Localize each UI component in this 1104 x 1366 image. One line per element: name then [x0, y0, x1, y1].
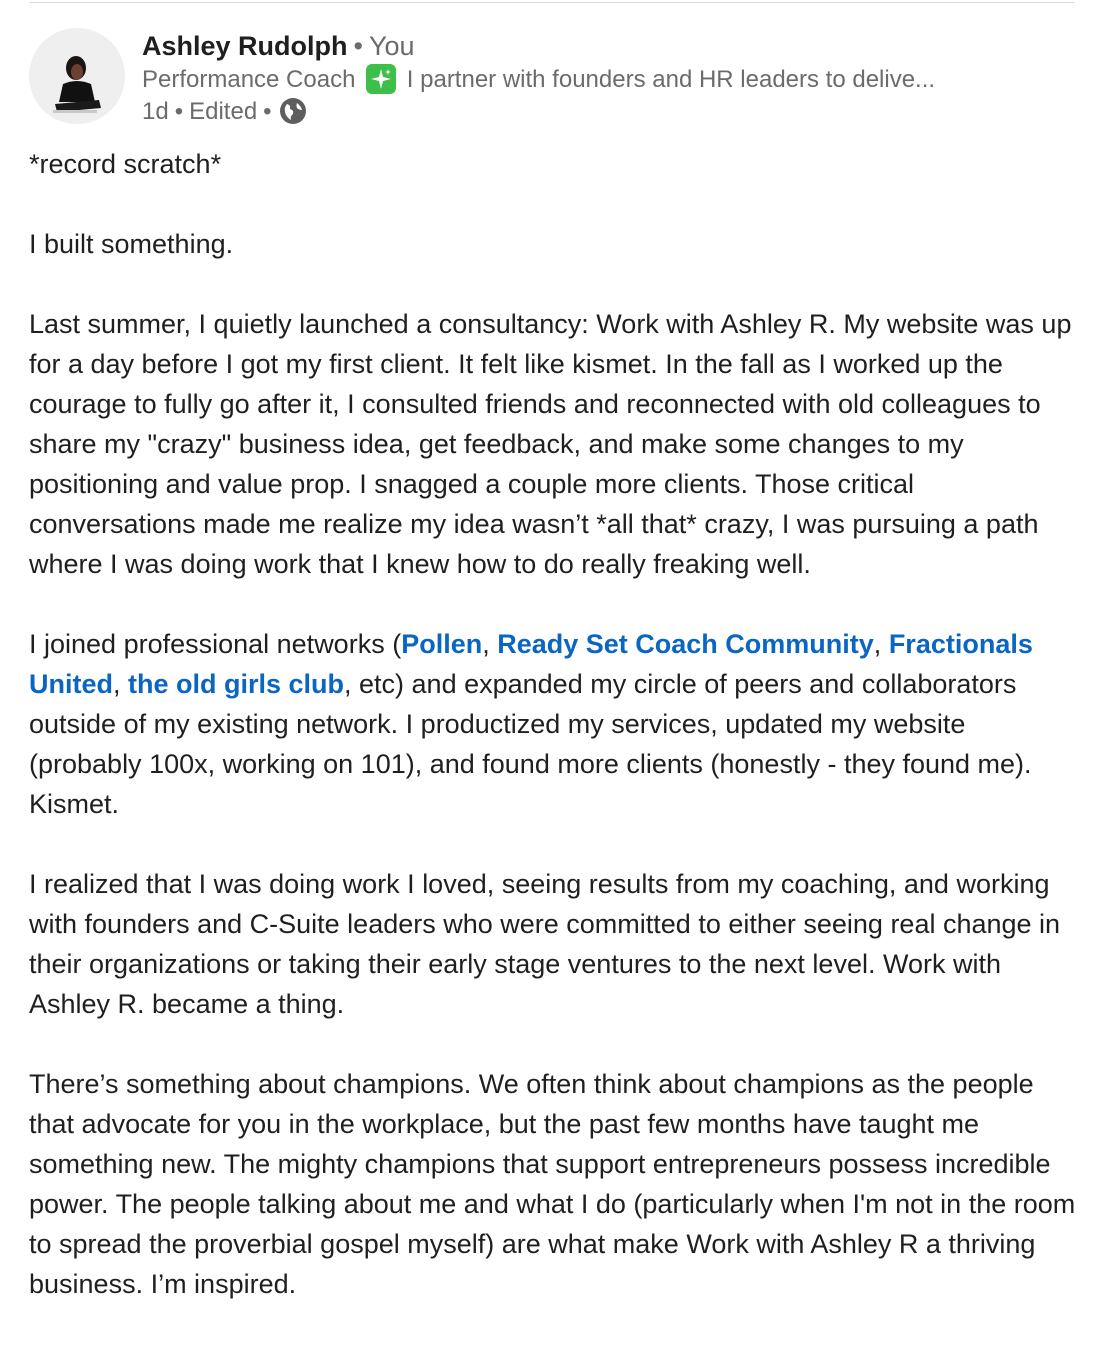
post-paragraph: Last summer, I quietly launched a consultancy: Work with Ashley R. My website was up for a day before I got my first client. It felt like kismet. In the fall as I worked up the courage to fully go after it, I consulted friends and reconnected with old colleagues to share my "crazy" business idea, get feedback, and make some changes to my positioning and value prop. I snagged a couple more clients. Those critical conversations made me realize my idea wasn’t *all that* crazy, I was pursuing a path where I was doing work that I knew how to do really freaking well.	[29, 309, 1072, 579]
mention-link-ready-set-coach[interactable]: Ready Set Coach Community	[497, 629, 874, 659]
headline-prefix: Performance Coach	[142, 66, 356, 93]
edited-label: Edited	[189, 98, 258, 125]
post-paragraph: *record scratch*	[29, 149, 222, 179]
post-paragraph: There’s something about champions. We often think about champions as the people that advocate for you in the workplace, but the past few months have taught me something new. The mighty champions that support entrepreneurs possess incredible power. The people talking about me and what I do (particularly when I'm not in the room to spread the proverbial gospel myself) are what make Work with Ashley R a thriving business. I’m inspired.	[29, 1069, 1076, 1299]
paragraph-text: , etc) and expanded my circle of peers and collaborators outside of my existing network. I productized my services, updated my website (probably 100x, working on 101), and found more clients (honestly - they found me). Kismet.	[29, 669, 1032, 819]
top-divider	[29, 2, 1075, 3]
globe-icon[interactable]	[278, 96, 308, 126]
post-paragraph: I built something.	[29, 229, 234, 259]
post-time-row	[142, 96, 1072, 128]
author-meta	[142, 28, 1072, 128]
separator-dot: •	[174, 98, 184, 125]
post-body	[29, 144, 1079, 1344]
author-name[interactable]: Ashley Rudolph	[142, 31, 348, 61]
author-headline	[142, 64, 1072, 96]
sparkle-icon	[366, 64, 396, 94]
mention-link-pollen[interactable]: Pollen	[401, 629, 483, 659]
post-paragraph: I joined professional networks (Pollen, Ready Set Coach Community, Fractionals United, the old girls club, etc) and expanded my circle of peers and collaborators outside of my existing network. I productized my services, updated my website (probably 100x, working on 101), and found more clients (honestly - they found me). Kismet.	[29, 629, 1033, 819]
avatar[interactable]	[29, 28, 125, 124]
mention-link-fractionals-united[interactable]: Fractionals United	[29, 629, 1033, 699]
headline-text: I partner with founders and HR leaders to delive...	[406, 66, 936, 93]
name-row	[142, 28, 1072, 64]
paragraph-text: I joined professional networks (	[29, 629, 402, 659]
mention-link-old-girls-club[interactable]: the old girls club	[128, 669, 345, 699]
separator-dot: •	[263, 98, 272, 125]
post-paragraph: I realized that I was doing work I loved, seeing results from my coaching, and working with founders and C-Suite leaders who were committed to either seeing real change in their organizations or taking their early stage ventures to the next level. Work with Ashley R. became a thing.	[29, 869, 1061, 1019]
post-header	[29, 28, 1075, 128]
author-relation: You	[368, 31, 415, 61]
post-age: 1d	[142, 98, 169, 125]
separator-dot: •	[353, 31, 363, 61]
